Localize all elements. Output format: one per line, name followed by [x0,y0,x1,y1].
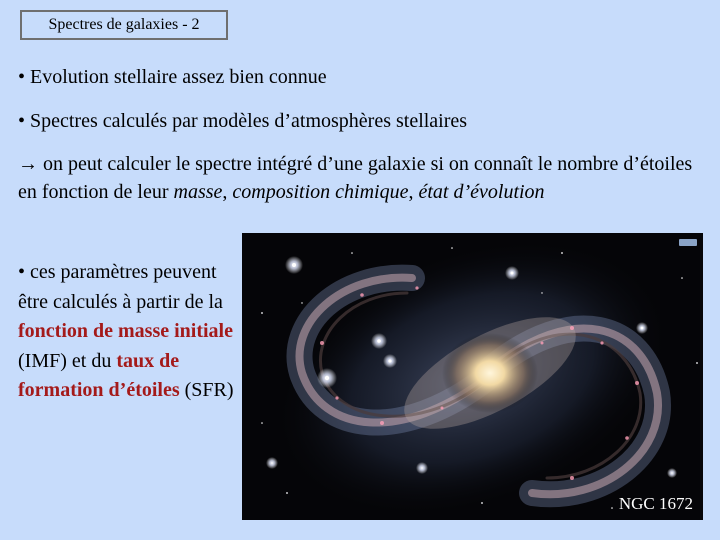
term-masse: masse [173,181,223,203]
imf-abbreviation: (IMF) et du [18,349,117,372]
term-composition: composition chimique [232,181,409,203]
galaxy-image [242,233,703,520]
image-caption: NGC 1672 [618,494,693,513]
parameters-intro: • ces paramètres peuvent être calculés à partir de la [18,261,223,313]
galaxy-illustration [242,233,703,520]
paragraph-integrated-spectrum [18,150,708,206]
term-imf: fonction de masse initiale [18,320,233,342]
term-sfr: taux de formation d’étoiles [18,349,180,401]
term-etat: état d’évolution [418,181,545,203]
bullet-atmosphere-models: • Spectres calculés par modèles d’atmosphères stellaires [18,110,468,132]
image-logo-icon [679,239,697,246]
paragraph-lead: → on peut calculer le spectre intégré d’une galaxie si on connaît le nombre d’étoiles en fonction de leur [18,153,693,203]
slide-title: Spectres de galaxies - 2 [20,10,228,40]
bullet-parameters [18,258,240,406]
sfr-abbreviation: (SFR) [179,379,234,401]
separator: , [222,181,233,203]
bullet-stellar-evolution: • Evolution stellaire assez bien connue [18,66,327,88]
separator: , [408,181,419,203]
